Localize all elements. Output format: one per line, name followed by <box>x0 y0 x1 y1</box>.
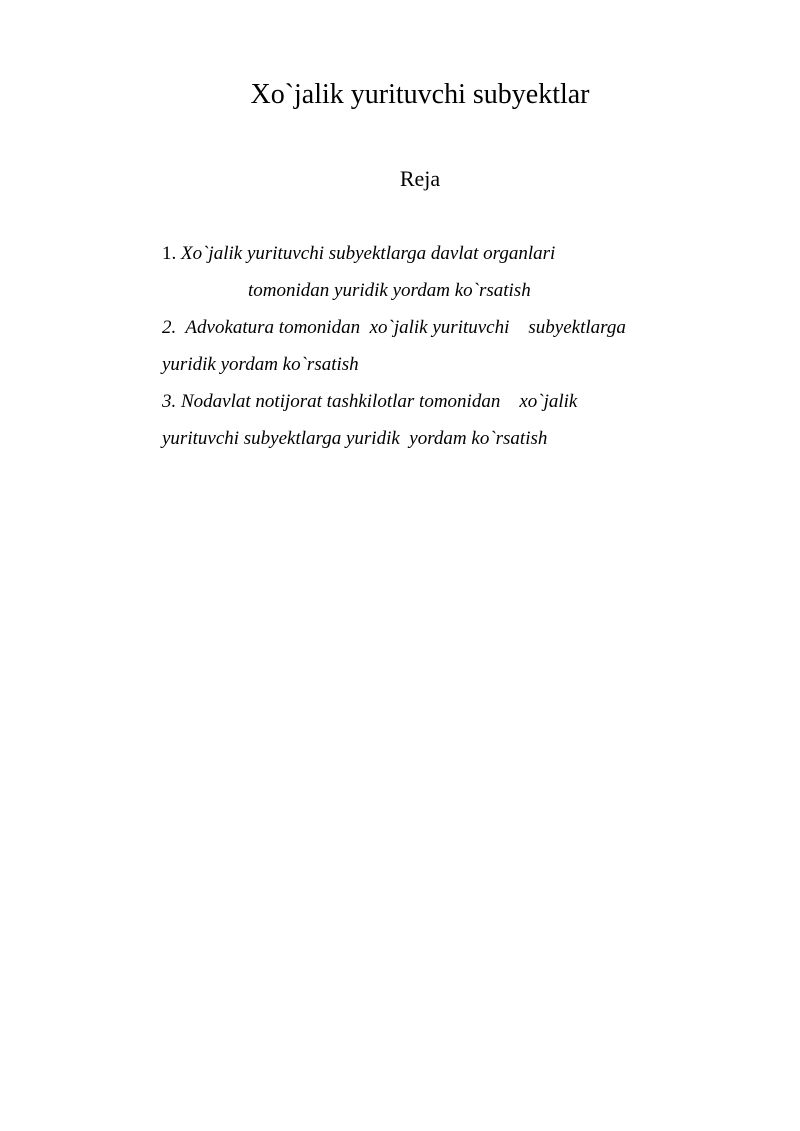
plan-item-1-line-2: tomonidan yuridik yordam ko`rsatish <box>248 280 531 301</box>
plan-item-3-line-1: 3. Nodavlat notijorat tashkilotlar tomonidan xo`jalik <box>162 391 578 412</box>
plan-item-1-line-1 <box>162 242 555 266</box>
document-title: Xo`jalik yurituvchi subyektlar <box>250 79 590 110</box>
plan-item-2-line-1: 2. Advokatura tomonidan xo`jalik yurituvchi subyektlarga <box>162 317 626 338</box>
plan-item-3-line-2: yurituvchi subyektlarga yuridik yordam ko`rsatish <box>162 428 548 449</box>
plan-heading: Reja <box>399 166 441 191</box>
plan-item-2-line-2: yuridik yordam ko`rsatish <box>162 354 359 375</box>
plan-item-1-number: 1. <box>162 243 181 264</box>
plan-item-1-text: Xo`jalik yurituvchi subyektlarga davlat organlari <box>181 243 556 264</box>
